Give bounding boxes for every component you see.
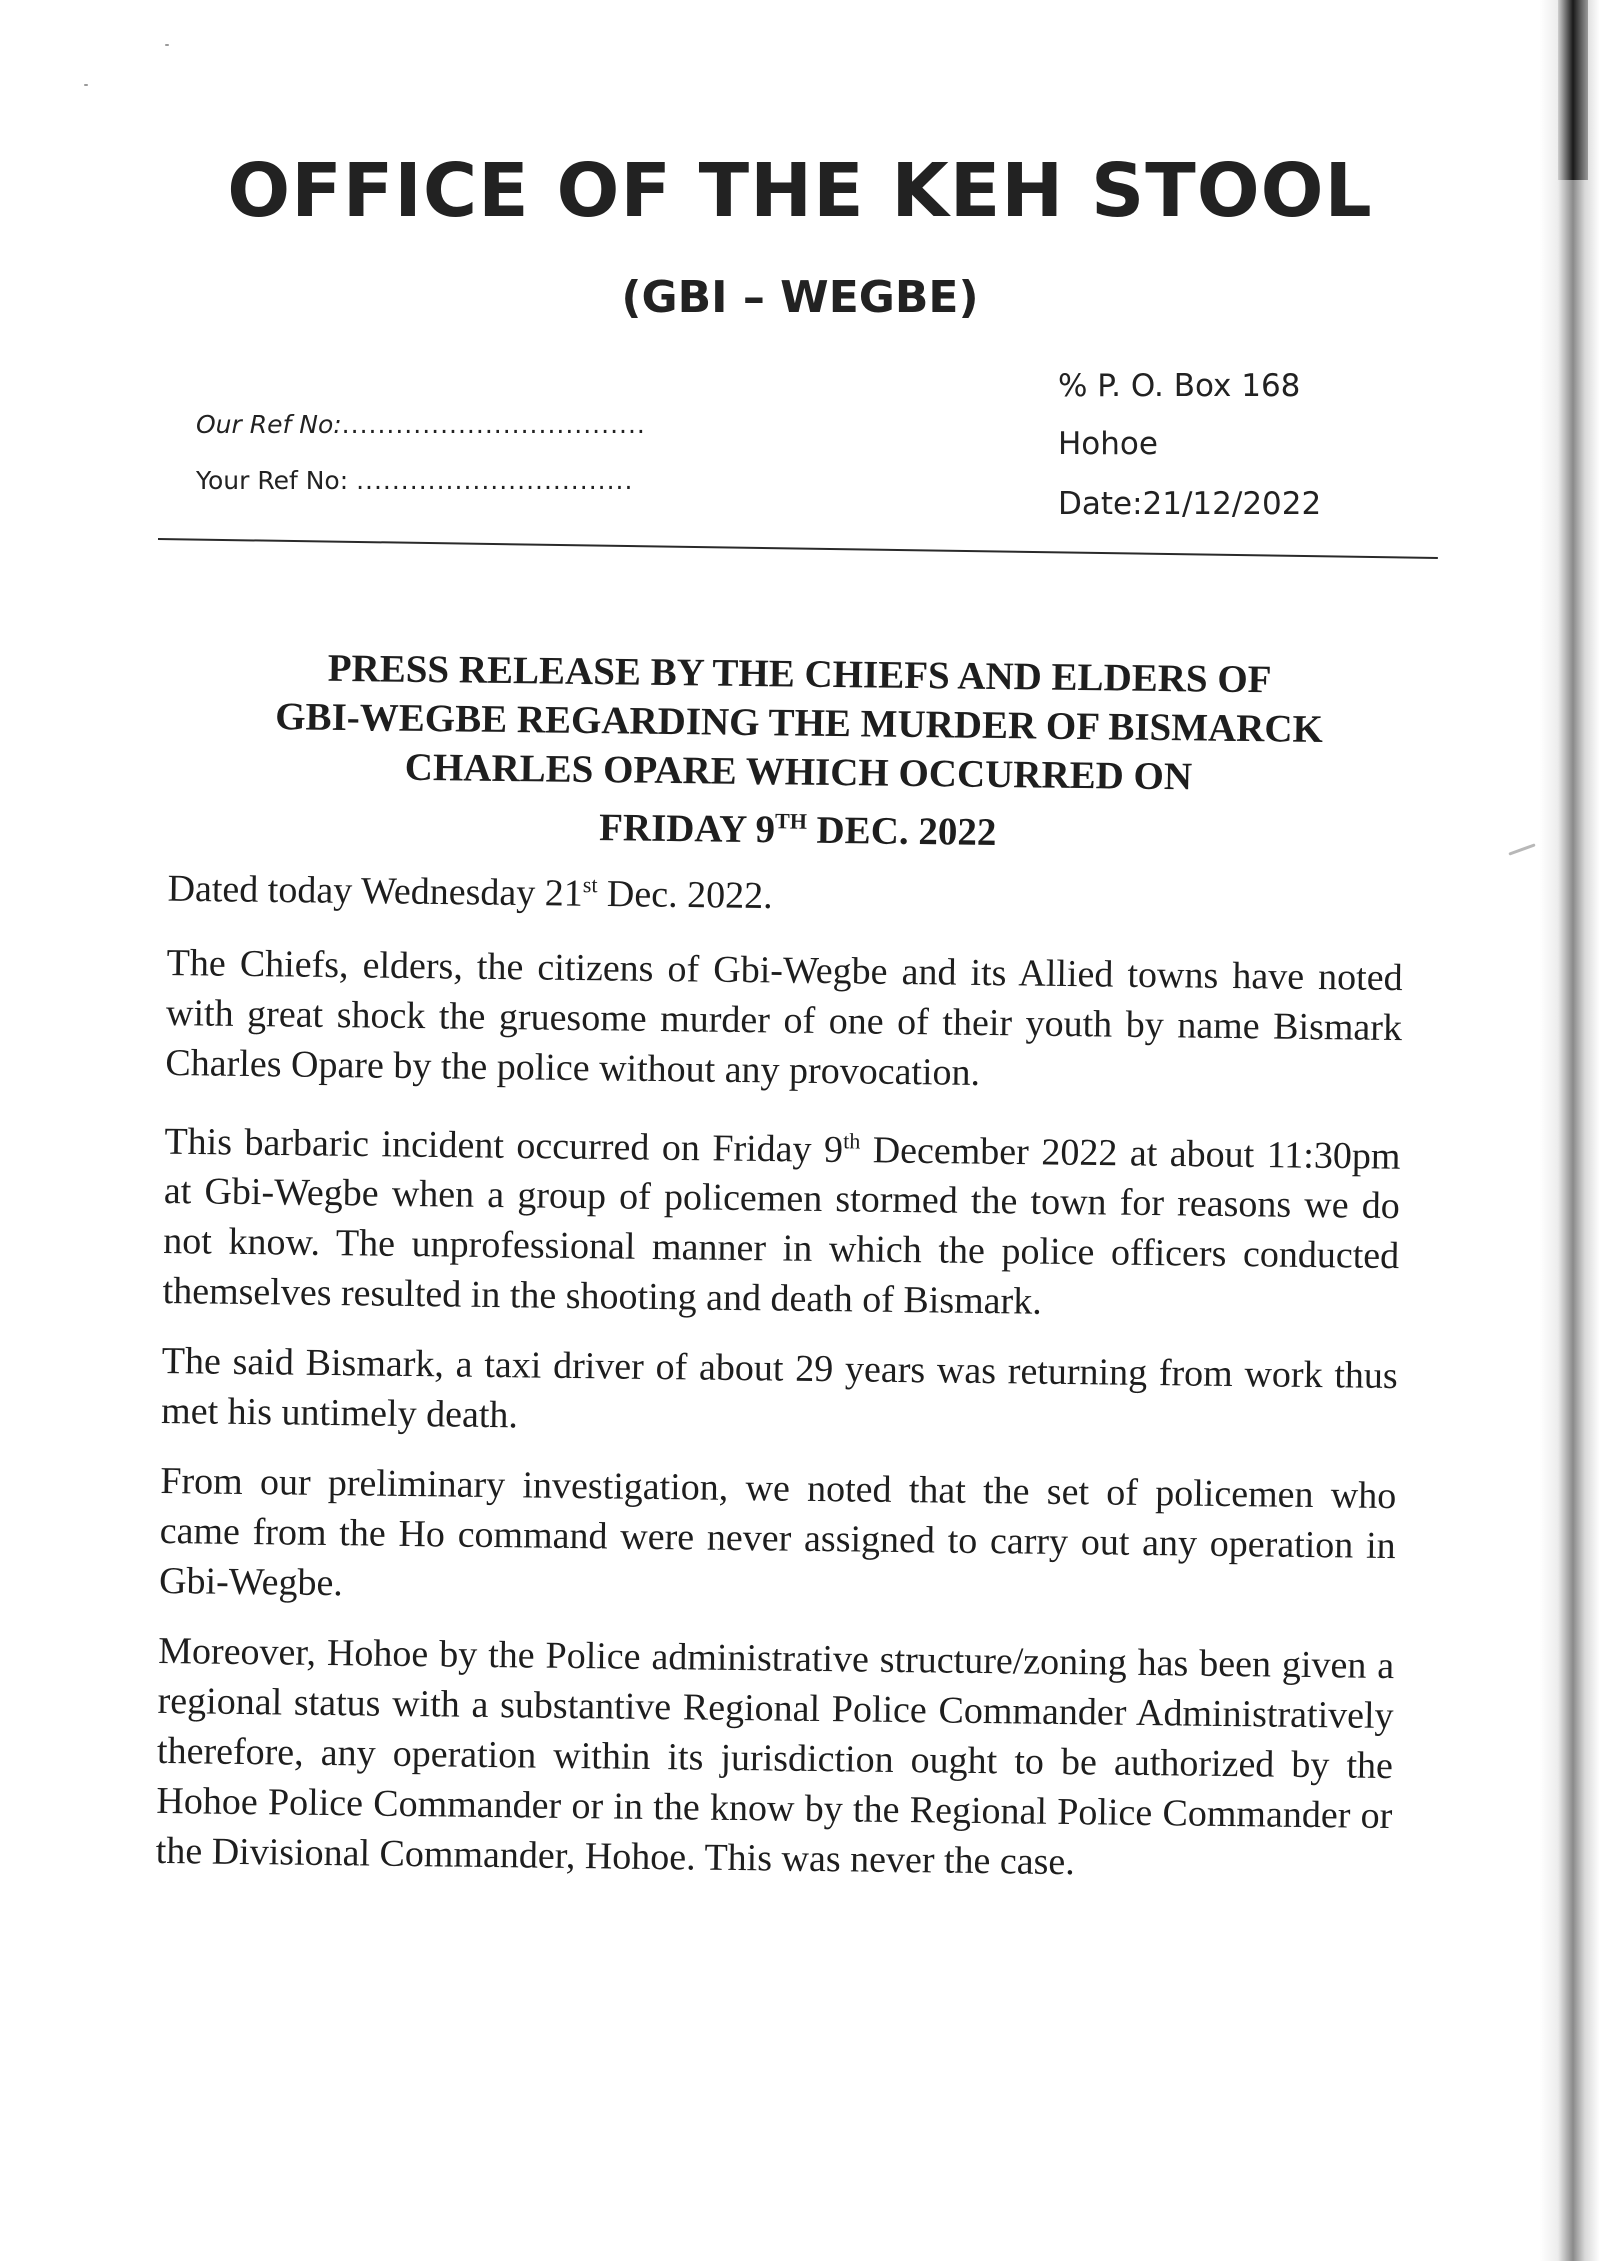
your-ref-line xyxy=(196,466,633,495)
dated-line xyxy=(167,855,1404,929)
scan-edge-shadow xyxy=(1540,0,1600,2261)
header-divider xyxy=(158,538,1438,559)
paragraph-1: The Chiefs, elders, the citizens of Gbi-Wegbe and its Allied towns have noted with great shock the gruesome murder of one of their youth by name Bismark Charles Opare by the police without any provocation. xyxy=(165,941,1403,1094)
paragraph-5: Moreover, Hohoe by the Police administrative structure/zoning has been given a regional status with a substantive Regional Police Commander Administratively therefore, any operation within its jurisdiction ought to be authorized by the Hohoe Police Commander or in the know by the Regional Police Commander or the Divisional Commander, Hohoe. This was never the case. xyxy=(155,1630,1395,1884)
dated-superscript: st xyxy=(582,872,598,898)
paragraph-2-tail: December 2022 at about 11:30pm at Gbi-Wegbe when a group of policemen stormed the town for reasons we do not know. The unprofessional manner in which the police officers conducted themselves resulted in the shooting and death of Bismark. xyxy=(162,1128,1401,1324)
letterhead-subtitle: (GBI – WEGBE) xyxy=(621,272,979,323)
your-ref-value: ............................... xyxy=(356,466,634,495)
press-release-title xyxy=(177,642,1419,862)
scan-speck xyxy=(1508,843,1535,855)
letter-date: Date:21/12/2022 xyxy=(1058,486,1322,522)
dated-text: Dated today Wednesday 21 xyxy=(167,867,584,915)
address-box: % P. O. Box 168 xyxy=(1058,368,1301,404)
title-line: GBI-WEGBE REGARDING THE MURDER OF BISMARCK xyxy=(274,695,1324,751)
paragraph-2-text: This barbaric incident occurred on Friday 9 xyxy=(164,1120,844,1171)
paragraph-2-superscript: th xyxy=(843,1127,861,1154)
title-line: PRESS RELEASE BY THE CHIEFS AND ELDERS OF xyxy=(327,646,1272,702)
scan-speck xyxy=(165,44,169,46)
your-ref-label: Your Ref No: xyxy=(196,466,349,495)
scan-speck xyxy=(84,84,88,86)
title-line: CHARLES OPARE WHICH OCCURRED ON xyxy=(404,745,1193,799)
dated-tail: Dec. 2022. xyxy=(597,872,773,918)
our-ref-label: Our Ref No: xyxy=(196,410,342,439)
press-release-body xyxy=(155,855,1404,1911)
title-line4-text: FRIDAY 9 xyxy=(598,806,776,852)
letterhead-title: OFFICE OF THE KEH STOOL xyxy=(227,148,1373,234)
title-line4-superscript: TH xyxy=(774,808,808,834)
paragraph-2 xyxy=(162,1108,1400,1332)
our-ref-line xyxy=(196,410,646,439)
title-line4-tail: DEC. 2022 xyxy=(806,808,997,854)
paragraph-4: From our preliminary investigation, we noted that the set of policemen who came from the Ho command were never assigned to carry out any operation in Gbi-Wegbe. xyxy=(158,1460,1397,1605)
our-ref-value: .................................. xyxy=(341,410,646,439)
address-town: Hohoe xyxy=(1058,426,1158,462)
paragraph-3: The said Bismark, a taxi driver of about 29 years was returning from work thus met his untimely death. xyxy=(160,1340,1398,1437)
